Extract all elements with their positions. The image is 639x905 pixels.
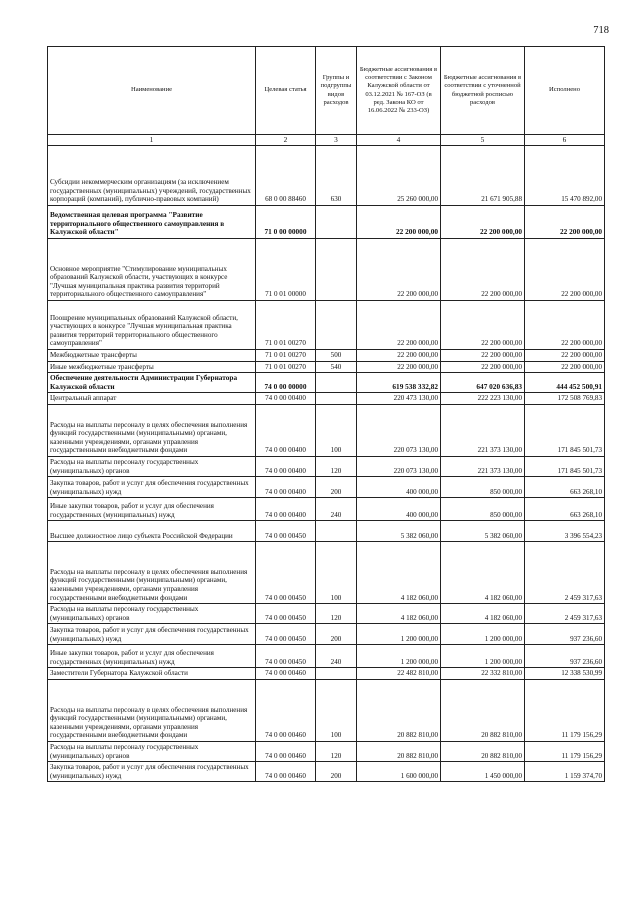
row-law-allocation: 4 182 060,00 xyxy=(357,542,441,604)
row-group: 120 xyxy=(316,456,357,476)
row-code: 74 0 00 00450 xyxy=(256,542,316,604)
row-executed: 12 338 530,99 xyxy=(525,668,605,680)
row-name: Центральный аппарат xyxy=(48,393,256,405)
row-refined-allocation: 4 182 060,00 xyxy=(441,542,525,604)
row-name: Ведомственная целевая программа "Развитие территориального общественного самоуправления в Калужской области" xyxy=(48,206,256,239)
table-row xyxy=(48,206,605,239)
row-refined-allocation: 20 882 810,00 xyxy=(441,679,525,741)
table-row xyxy=(48,301,605,350)
row-name: Заместители Губернатора Калужской области xyxy=(48,668,256,680)
column-number: 4 xyxy=(357,135,441,146)
row-refined-allocation: 20 882 810,00 xyxy=(441,741,525,761)
table-row xyxy=(48,146,605,206)
row-executed: 22 200 000,00 xyxy=(525,206,605,239)
row-executed: 663 268,10 xyxy=(525,498,605,521)
table-row xyxy=(48,361,605,373)
row-law-allocation: 22 200 000,00 xyxy=(357,206,441,239)
row-executed: 663 268,10 xyxy=(525,477,605,498)
row-executed: 2 459 317,63 xyxy=(525,542,605,604)
row-group xyxy=(316,521,357,542)
row-name: Расходы на выплаты персоналу государственных (муниципальных) органов xyxy=(48,604,256,624)
row-code: 68 0 00 88460 xyxy=(256,146,316,206)
row-refined-allocation: 5 382 060,00 xyxy=(441,521,525,542)
row-group xyxy=(316,239,357,301)
row-refined-allocation: 22 200 000,00 xyxy=(441,206,525,239)
row-code: 71 0 01 00270 xyxy=(256,350,316,362)
row-code: 74 0 00 00400 xyxy=(256,404,316,456)
row-code: 74 0 00 00450 xyxy=(256,521,316,542)
row-law-allocation: 25 260 000,00 xyxy=(357,146,441,206)
row-executed: 11 179 156,29 xyxy=(525,679,605,741)
table-row xyxy=(48,679,605,741)
table-body xyxy=(48,146,605,782)
row-name: Закупка товаров, работ и услуг для обеспечения государственных (муниципальных) нужд xyxy=(48,762,256,782)
row-group: 200 xyxy=(316,477,357,498)
row-group: 240 xyxy=(316,498,357,521)
row-executed: 444 452 500,91 xyxy=(525,373,605,393)
row-name: Расходы на выплаты персоналу в целях обеспечения выполнения функций государственными (муниципальными) органами, казенными учреждениями, органами управления государственными внебюджетными фондами xyxy=(48,404,256,456)
row-law-allocation: 5 382 060,00 xyxy=(357,521,441,542)
table-row xyxy=(48,239,605,301)
row-law-allocation: 1 600 000,00 xyxy=(357,762,441,782)
row-law-allocation: 619 538 332,82 xyxy=(357,373,441,393)
row-name: Закупка товаров, работ и услуг для обеспечения государственных (муниципальных) нужд xyxy=(48,624,256,645)
table-row xyxy=(48,456,605,476)
row-law-allocation: 22 200 000,00 xyxy=(357,239,441,301)
row-law-allocation: 400 000,00 xyxy=(357,477,441,498)
row-refined-allocation: 22 200 000,00 xyxy=(441,301,525,350)
row-name: Расходы на выплаты персоналу государственных (муниципальных) органов xyxy=(48,741,256,761)
header-law-allocations: Бюджетные ассигнования в соответствии с Законом Калужской области от 03.12.2021 № 167-ОЗ (в ред. Закона КО от 16.06.2022 № 233-ОЗ) xyxy=(357,47,441,135)
table-row xyxy=(48,393,605,405)
row-refined-allocation: 221 373 130,00 xyxy=(441,456,525,476)
row-code: 74 0 00 00450 xyxy=(256,604,316,624)
table-row xyxy=(48,373,605,393)
row-name: Иные закупки товаров, работ и услуг для обеспечения государственных (муниципальных) нужд xyxy=(48,498,256,521)
row-name: Основное мероприятие "Стимулирование муниципальных образований Калужской области, участвующих в конкурсе "Лучшая муниципальная практика развития территорий территориального общественного самоуправления" xyxy=(48,239,256,301)
row-name: Расходы на выплаты персоналу государственных (муниципальных) органов xyxy=(48,456,256,476)
row-executed: 22 200 000,00 xyxy=(525,239,605,301)
page-number: 718 xyxy=(593,25,609,36)
row-code: 74 0 00 00000 xyxy=(256,373,316,393)
table-row xyxy=(48,624,605,645)
row-executed: 22 200 000,00 xyxy=(525,361,605,373)
budget-table xyxy=(47,46,605,782)
row-law-allocation: 400 000,00 xyxy=(357,498,441,521)
row-group xyxy=(316,206,357,239)
row-refined-allocation: 1 200 000,00 xyxy=(441,624,525,645)
table-row xyxy=(48,762,605,782)
row-name: Иные межбюджетные трансферты xyxy=(48,361,256,373)
row-code: 74 0 00 00460 xyxy=(256,668,316,680)
row-group: 100 xyxy=(316,542,357,604)
row-refined-allocation: 22 200 000,00 xyxy=(441,361,525,373)
row-law-allocation: 1 200 000,00 xyxy=(357,624,441,645)
row-group: 100 xyxy=(316,404,357,456)
row-code: 74 0 00 00400 xyxy=(256,393,316,405)
header-refined-allocations: Бюджетные ассигнования в соответствии с уточненной бюджетной росписью расходов xyxy=(441,47,525,135)
row-code: 71 0 01 00270 xyxy=(256,301,316,350)
row-refined-allocation: 1 200 000,00 xyxy=(441,645,525,668)
row-law-allocation: 22 200 000,00 xyxy=(357,301,441,350)
table-row xyxy=(48,542,605,604)
row-group: 500 xyxy=(316,350,357,362)
row-group: 120 xyxy=(316,741,357,761)
table-row xyxy=(48,645,605,668)
row-name: Расходы на выплаты персоналу в целях обеспечения выполнения функций государственными (муниципальными) органами, казенными учреждениями, органами управления государственными внебюджетными фондами xyxy=(48,679,256,741)
row-refined-allocation: 222 223 130,00 xyxy=(441,393,525,405)
row-executed: 22 200 000,00 xyxy=(525,301,605,350)
row-group: 540 xyxy=(316,361,357,373)
row-refined-allocation: 22 200 000,00 xyxy=(441,350,525,362)
table-row xyxy=(48,404,605,456)
row-law-allocation: 22 200 000,00 xyxy=(357,350,441,362)
row-code: 74 0 00 00450 xyxy=(256,624,316,645)
row-code: 74 0 00 00400 xyxy=(256,456,316,476)
row-code: 71 0 00 00000 xyxy=(256,206,316,239)
row-law-allocation: 220 073 130,00 xyxy=(357,404,441,456)
row-group xyxy=(316,301,357,350)
table-header xyxy=(48,47,605,146)
row-code: 71 0 01 00000 xyxy=(256,239,316,301)
row-executed: 172 508 769,83 xyxy=(525,393,605,405)
row-code: 74 0 00 00460 xyxy=(256,762,316,782)
row-group: 120 xyxy=(316,604,357,624)
row-executed: 937 236,60 xyxy=(525,645,605,668)
row-name: Субсидии некоммерческим организациям (за исключением государственных (муниципальных) учреждений, государственных корпораций (компаний), публично-правовых компаний) xyxy=(48,146,256,206)
row-name: Межбюджетные трансферты xyxy=(48,350,256,362)
row-law-allocation: 22 200 000,00 xyxy=(357,361,441,373)
row-group xyxy=(316,393,357,405)
row-refined-allocation: 4 182 060,00 xyxy=(441,604,525,624)
row-executed: 171 845 501,73 xyxy=(525,404,605,456)
row-refined-allocation: 1 450 000,00 xyxy=(441,762,525,782)
table-row xyxy=(48,350,605,362)
row-code: 74 0 00 00460 xyxy=(256,679,316,741)
row-group: 100 xyxy=(316,679,357,741)
row-code: 74 0 00 00400 xyxy=(256,498,316,521)
column-number: 3 xyxy=(316,135,357,146)
row-group: 200 xyxy=(316,624,357,645)
column-number: 1 xyxy=(48,135,256,146)
row-name: Поощрение муниципальных образований Калужской области, участвующих в конкурсе "Лучшая муниципальная практика развития территорий территориального общественного самоуправления" xyxy=(48,301,256,350)
row-group: 200 xyxy=(316,762,357,782)
header-groups-of-expenses: Группы и подгруппы видов расходов xyxy=(316,47,357,135)
row-executed: 937 236,60 xyxy=(525,624,605,645)
row-group xyxy=(316,668,357,680)
row-refined-allocation: 850 000,00 xyxy=(441,477,525,498)
row-name: Расходы на выплаты персоналу в целях обеспечения выполнения функций государственными (муниципальными) органами, казенными учреждениями, органами управления государственными внебюджетными фондами xyxy=(48,542,256,604)
row-name: Иные закупки товаров, работ и услуг для обеспечения государственных (муниципальных) нужд xyxy=(48,645,256,668)
row-executed: 22 200 000,00 xyxy=(525,350,605,362)
row-executed: 1 159 374,70 xyxy=(525,762,605,782)
row-executed: 171 845 501,73 xyxy=(525,456,605,476)
table-row xyxy=(48,604,605,624)
row-code: 74 0 00 00450 xyxy=(256,645,316,668)
row-code: 74 0 00 00460 xyxy=(256,741,316,761)
row-name: Обеспечение деятельности Администрации Губернатора Калужской области xyxy=(48,373,256,393)
row-law-allocation: 1 200 000,00 xyxy=(357,645,441,668)
row-refined-allocation: 221 373 130,00 xyxy=(441,404,525,456)
table-row xyxy=(48,741,605,761)
row-refined-allocation: 850 000,00 xyxy=(441,498,525,521)
table-row xyxy=(48,521,605,542)
row-group: 240 xyxy=(316,645,357,668)
row-law-allocation: 20 882 810,00 xyxy=(357,741,441,761)
row-executed: 11 179 156,29 xyxy=(525,741,605,761)
row-executed: 15 470 892,00 xyxy=(525,146,605,206)
table-row xyxy=(48,668,605,680)
table-row xyxy=(48,498,605,521)
row-law-allocation: 4 182 060,00 xyxy=(357,604,441,624)
row-refined-allocation: 22 332 810,00 xyxy=(441,668,525,680)
row-law-allocation: 20 882 810,00 xyxy=(357,679,441,741)
row-law-allocation: 220 473 130,00 xyxy=(357,393,441,405)
table-row xyxy=(48,477,605,498)
column-number: 6 xyxy=(525,135,605,146)
row-refined-allocation: 647 020 636,83 xyxy=(441,373,525,393)
row-name: Высшее должностное лицо субъекта Российской Федерации xyxy=(48,521,256,542)
column-number: 2 xyxy=(256,135,316,146)
row-group xyxy=(316,373,357,393)
row-law-allocation: 220 073 130,00 xyxy=(357,456,441,476)
row-name: Закупка товаров, работ и услуг для обеспечения государственных (муниципальных) нужд xyxy=(48,477,256,498)
header-executed: Исполнено xyxy=(525,47,605,135)
row-refined-allocation: 22 200 000,00 xyxy=(441,239,525,301)
row-law-allocation: 22 482 810,00 xyxy=(357,668,441,680)
header-name: Наименование xyxy=(48,47,256,135)
row-code: 74 0 00 00400 xyxy=(256,477,316,498)
row-code: 71 0 01 00270 xyxy=(256,361,316,373)
row-executed: 2 459 317,63 xyxy=(525,604,605,624)
column-number: 5 xyxy=(441,135,525,146)
row-refined-allocation: 21 671 905,88 xyxy=(441,146,525,206)
header-target-article: Целевая статья xyxy=(256,47,316,135)
row-group: 630 xyxy=(316,146,357,206)
row-executed: 3 396 554,23 xyxy=(525,521,605,542)
